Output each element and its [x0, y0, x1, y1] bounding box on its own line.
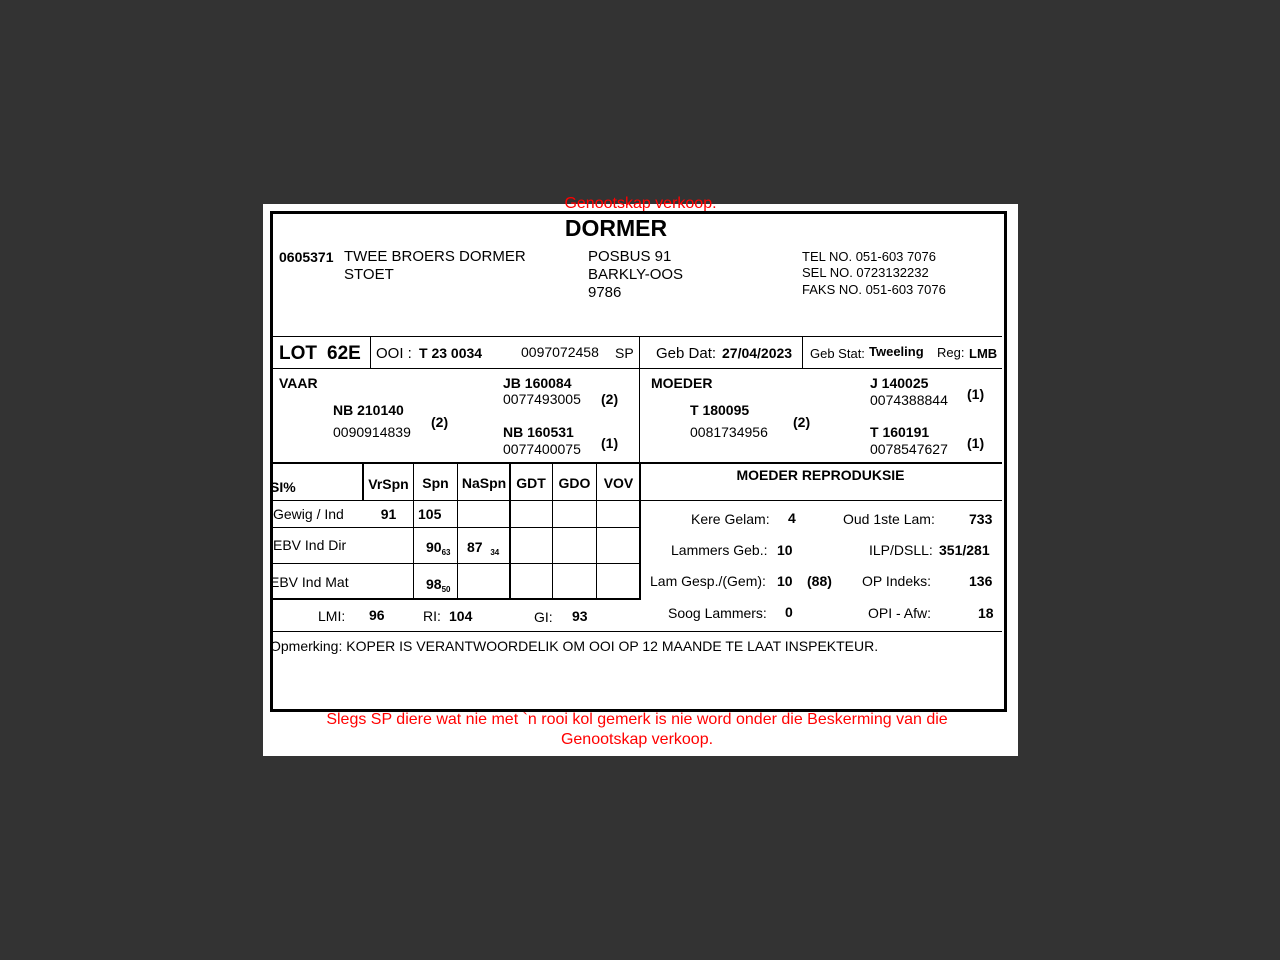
- sire-sire-count: (2): [601, 391, 619, 407]
- divider: [271, 368, 1002, 369]
- dam-sire-reg: 0074388844: [870, 392, 948, 408]
- dam-repro-title: MOEDER REPRODUKSIE: [736, 467, 905, 483]
- divider: [639, 368, 640, 462]
- op-value: 136: [969, 573, 993, 589]
- lammers-geb-label: Lammers Geb.:: [671, 542, 768, 558]
- gi-value: 93: [572, 608, 588, 624]
- soog-value: 0: [785, 604, 793, 620]
- address-line3: 9786: [588, 284, 622, 301]
- header-naspn: NaSpn: [461, 475, 507, 491]
- divider: [271, 563, 640, 564]
- reg-label: Reg:: [937, 345, 965, 360]
- cell-spn: 105: [418, 506, 442, 522]
- oud-label: Oud 1ste Lam:: [843, 511, 935, 527]
- opi-value: 18: [978, 605, 994, 621]
- reg-value: LMB: [969, 346, 998, 361]
- owner-name-line1: TWEE BROERS DORMER: [344, 248, 526, 265]
- registration-number: 0097072458: [521, 344, 599, 360]
- header-vrspn: VrSpn: [368, 476, 409, 492]
- birth-status: Tweeling: [869, 344, 924, 359]
- ri-value: 104: [449, 608, 473, 624]
- footer-notice-line2: Genootskap verkoop.: [560, 731, 714, 748]
- top-note-fragment: Genootskap verkoop.: [564, 195, 717, 212]
- cell-number: SEL NO. 0723132232: [802, 265, 929, 280]
- dam-id: T 180095: [690, 402, 750, 418]
- lam-gesp-label: Lam Gesp./(Gem):: [650, 573, 766, 589]
- lot-number: 62E: [327, 343, 361, 364]
- soog-label: Soog Lammers:: [668, 605, 767, 621]
- lmi-label: LMI:: [318, 608, 346, 624]
- sp-status: SP: [615, 345, 634, 361]
- dam-sire-count: (1): [967, 386, 985, 402]
- sire-id: NB 210140: [333, 402, 404, 418]
- dam-reg: 0081734956: [690, 424, 768, 440]
- divider: [271, 500, 1002, 501]
- cell-spn: $90_{63}$: [426, 539, 451, 557]
- sire-sire-id: JB 160084: [503, 375, 572, 391]
- kere-gelam-label: Kere Gelam:: [691, 511, 770, 527]
- address-line1: POSBUS 91: [588, 248, 672, 265]
- opi-label: OPI - Afw:: [868, 605, 932, 621]
- cell-spn: $98_{50}$: [426, 576, 451, 594]
- dam-dam-id: T 160191: [870, 424, 930, 440]
- row-label-ebv-dir: EBV Ind Dir: [273, 537, 347, 553]
- cell-naspn: 87 $_{34}$: [467, 539, 500, 557]
- lammers-geb-value: 10: [777, 542, 793, 558]
- dam-label: MOEDER: [651, 375, 713, 391]
- divider: [370, 336, 371, 368]
- lam-gesp-value: 10: [777, 573, 793, 589]
- divider: [270, 462, 1002, 464]
- divider: [271, 527, 640, 528]
- divider: [271, 631, 1002, 632]
- oud-value: 733: [969, 511, 993, 527]
- fax-number: FAKS NO. 051-603 7076: [802, 282, 946, 297]
- dam-count: (2): [793, 414, 811, 430]
- address-line2: BARKLY-OOS: [588, 266, 684, 283]
- kere-gelam-value: 4: [788, 510, 796, 526]
- sire-sire-reg: 0077493005: [503, 391, 581, 407]
- birth-status-label: Geb Stat:: [810, 346, 865, 361]
- lot-label: LOT: [279, 343, 317, 364]
- sex-label: OOI :: [376, 345, 412, 362]
- sire-reg: 0090914839: [333, 424, 411, 440]
- row-label-ebv-mat: EBV Ind Mat: [270, 574, 349, 590]
- cell-vrspn: 91: [380, 506, 397, 522]
- divider: [639, 336, 640, 368]
- animal-id: T 23 0034: [419, 345, 483, 361]
- header-gdo: GDO: [558, 475, 591, 491]
- lmi-value: 96: [369, 607, 385, 623]
- gi-label: GI:: [534, 609, 553, 625]
- sire-label: VAAR: [279, 375, 318, 391]
- dam-dam-count: (1): [967, 435, 985, 451]
- op-label: OP Indeks:: [862, 573, 932, 589]
- row-label-gewig: Gewig / Ind: [273, 506, 344, 522]
- breed-title: DORMER: [564, 215, 668, 241]
- header-si: SI%: [270, 479, 296, 495]
- birth-date-label: Geb Dat:: [656, 345, 717, 362]
- ri-label: RI:: [423, 608, 441, 624]
- remark-text: KOPER IS VERANTWOORDELIK OM OOI OP 12 MAANDE TE LAAT INSPEKTEUR.: [346, 638, 879, 654]
- header-spn: Spn: [422, 475, 449, 491]
- sire-count: (2): [431, 414, 449, 430]
- ilp-value: 351/281: [939, 542, 990, 558]
- remark-label: Opmerking:: [270, 638, 343, 654]
- lam-gesp-gem: (88): [807, 573, 832, 589]
- divider: [802, 336, 803, 368]
- divider: [271, 336, 1002, 337]
- header-gdt: GDT: [516, 475, 546, 491]
- footer-notice-line1: Slegs SP diere wat nie met `n rooi kol gemerk is nie word onder die Beskerming van die: [326, 711, 948, 728]
- dam-dam-reg: 0078547627: [870, 441, 948, 457]
- sire-dam-count: (1): [601, 435, 619, 451]
- divider: [270, 598, 641, 600]
- member-number: 0605371: [279, 249, 334, 265]
- dam-sire-id: J 140025: [870, 375, 929, 391]
- owner-name-line2: STOET: [344, 266, 394, 283]
- birth-date: 27/04/2023: [722, 345, 793, 361]
- tel-number: TEL NO. 051-603 7076: [802, 249, 936, 264]
- sire-dam-id: NB 160531: [503, 424, 574, 440]
- ilp-label: ILP/DSLL:: [869, 542, 933, 558]
- sire-dam-reg: 0077400075: [503, 441, 581, 457]
- remark-line: [270, 638, 878, 654]
- lot-card: [263, 195, 1018, 756]
- header-vov: VOV: [603, 475, 634, 491]
